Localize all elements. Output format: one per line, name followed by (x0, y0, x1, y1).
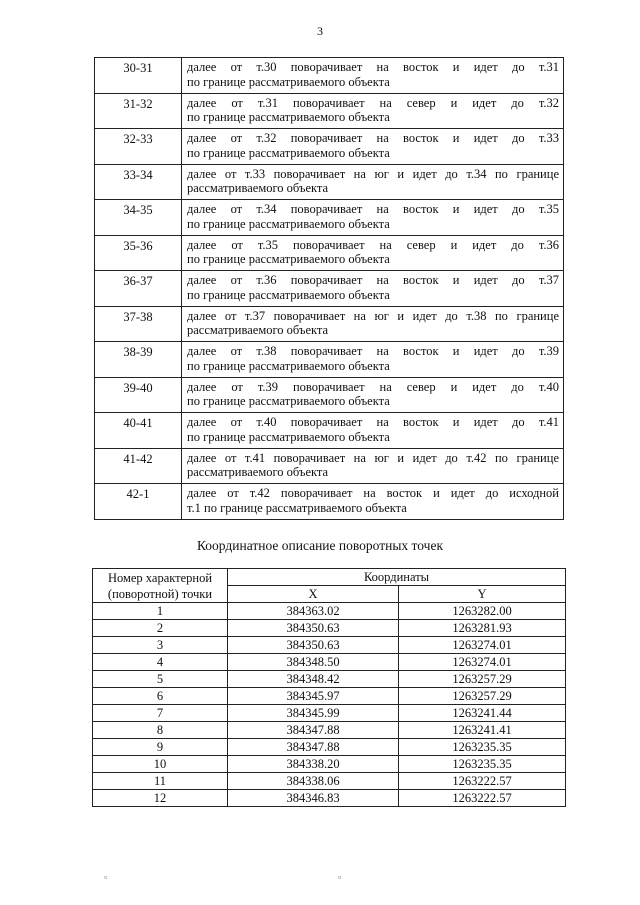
y-coordinate: 1263222.57 (399, 790, 566, 807)
point-number: 11 (93, 773, 228, 790)
description-line2: по границе рассматриваемого объекта (187, 110, 390, 124)
description-line2: т.1 по границе рассматриваемого объекта (187, 500, 407, 515)
table-row (93, 603, 566, 620)
point-number-header (93, 569, 228, 603)
description-line1: далее от т.32 поворачивает на восток и идет до т.33 (187, 131, 559, 145)
x-coordinate: 384350.63 (228, 637, 399, 654)
description-line2: рассматриваемого объекта (187, 181, 329, 195)
description-line1: далее от т.41 поворачивает на юг и идет до т.42 по границе (187, 450, 559, 465)
description-line2: по границе рассматриваемого объекта (187, 216, 390, 231)
table-row (93, 620, 566, 637)
point-header-line1: Номер характерной (107, 570, 213, 585)
point-number: 6 (93, 688, 228, 705)
y-coordinate: 1263257.29 (399, 688, 566, 705)
y-coordinate: 1263274.01 (399, 637, 566, 654)
y-coordinate: 1263281.93 (399, 620, 566, 637)
table-row (95, 448, 564, 484)
point-number: 7 (93, 705, 228, 722)
x-coordinate: 384345.99 (228, 705, 399, 722)
description-line2: рассматриваемого объекта (187, 323, 329, 337)
table-row (93, 637, 566, 654)
segment-label: 31-32 (95, 93, 182, 129)
segment-description (182, 448, 564, 484)
segment-description (182, 271, 564, 307)
description-line1: далее от т.38 поворачивает на восток и идет до т.39 (187, 344, 559, 358)
table-row (95, 235, 564, 271)
x-coordinate: 384350.63 (228, 620, 399, 637)
point-number: 8 (93, 722, 228, 739)
footer-mark-left: ▫ (104, 872, 108, 882)
table-row (95, 484, 564, 520)
x-coordinate: 384346.83 (228, 790, 399, 807)
segment-description (182, 235, 564, 271)
table-row (93, 688, 566, 705)
point-number: 10 (93, 756, 228, 773)
table-row (95, 93, 564, 129)
description-line1: далее от т.42 поворачивает на восток и идет до исходной (187, 486, 559, 500)
description-line1: далее от т.36 поворачивает на восток и идет до т.37 (187, 273, 559, 287)
table-row (95, 129, 564, 165)
x-coordinate: 384347.88 (228, 739, 399, 756)
segment-label: 36-37 (95, 271, 182, 307)
description-line2: по границе рассматриваемого объекта (187, 287, 390, 302)
table-row (93, 671, 566, 688)
segment-description (182, 306, 564, 342)
description-line2: по границе рассматриваемого объекта (187, 394, 390, 408)
point-number: 5 (93, 671, 228, 688)
segment-description (182, 413, 564, 449)
segment-label: 37-38 (95, 306, 182, 342)
segment-label: 42-1 (95, 484, 182, 520)
x-coordinate: 384338.20 (228, 756, 399, 773)
description-line2: рассматриваемого объекта (187, 465, 329, 479)
table-row (93, 722, 566, 739)
coordinates-title: Координатное описание поворотных точек (196, 538, 444, 553)
point-number: 3 (93, 637, 228, 654)
coordinates-table (92, 568, 566, 807)
boundary-description-table (94, 57, 564, 520)
description-line1: далее от т.40 поворачивает на восток и идет до т.41 (187, 415, 559, 429)
segment-description (182, 93, 564, 129)
table-row (95, 164, 564, 200)
segment-description (182, 200, 564, 236)
segment-description (182, 484, 564, 520)
point-number: 12 (93, 790, 228, 807)
segment-label: 38-39 (95, 342, 182, 378)
table-row (95, 377, 564, 413)
point-number: 2 (93, 620, 228, 637)
segment-label: 40-41 (95, 413, 182, 449)
segment-label: 32-33 (95, 129, 182, 165)
segment-description (182, 164, 564, 200)
segment-label: 35-36 (95, 235, 182, 271)
description-line1: далее от т.30 поворачивает на восток и идет до т.31 (187, 60, 559, 74)
segment-description (182, 342, 564, 378)
segment-label: 34-35 (95, 200, 182, 236)
description-line1: далее от т.33 поворачивает на юг и идет до т.34 по границе (187, 166, 559, 181)
segment-description (182, 129, 564, 165)
x-coordinate: 384348.42 (228, 671, 399, 688)
page-number: 3 (317, 24, 323, 38)
y-coordinate: 1263241.41 (399, 722, 566, 739)
point-number: 9 (93, 739, 228, 756)
y-coordinate: 1263257.29 (399, 671, 566, 688)
x-coordinate: 384348.50 (228, 654, 399, 671)
y-coordinate: 1263235.35 (399, 739, 566, 756)
point-header-line2: (поворотной) точки (107, 586, 213, 601)
segment-label: 39-40 (95, 377, 182, 413)
table-row (93, 773, 566, 790)
y-coordinate: 1263282.00 (399, 603, 566, 620)
table-row (95, 306, 564, 342)
table-row (93, 756, 566, 773)
y-coordinate: 1263235.35 (399, 756, 566, 773)
description-line1: далее от т.37 поворачивает на юг и идет до т.38 по границе (187, 308, 559, 323)
y-header: Y (399, 586, 566, 603)
coordinates-header: Координаты (228, 569, 566, 586)
y-coordinate: 1263274.01 (399, 654, 566, 671)
footer-mark-center: ▫ (338, 872, 342, 882)
point-number: 4 (93, 654, 228, 671)
point-number: 1 (93, 603, 228, 620)
y-coordinate: 1263222.57 (399, 773, 566, 790)
table-row (95, 413, 564, 449)
segment-label: 33-34 (95, 164, 182, 200)
x-coordinate: 384338.06 (228, 773, 399, 790)
description-line2: по границе рассматриваемого объекта (187, 429, 390, 444)
description-line2: по границе рассматриваемого объекта (187, 358, 390, 373)
table-row (95, 58, 564, 94)
y-coordinate: 1263241.44 (399, 705, 566, 722)
table-row (93, 739, 566, 756)
table-row (95, 200, 564, 236)
table-row (93, 790, 566, 807)
x-header: X (228, 586, 399, 603)
table-row (93, 705, 566, 722)
description-line1: далее от т.39 поворачивает на север и идет до т.40 (187, 379, 559, 394)
description-line1: далее от т.35 поворачивает на север и идет до т.36 (187, 237, 559, 252)
table-row (95, 342, 564, 378)
description-line2: по границе рассматриваемого объекта (187, 252, 390, 266)
description-line1: далее от т.31 поворачивает на север и идет до т.32 (187, 95, 559, 110)
table-row (95, 271, 564, 307)
description-line1: далее от т.34 поворачивает на восток и идет до т.35 (187, 202, 559, 216)
segment-label: 41-42 (95, 448, 182, 484)
x-coordinate: 384345.97 (228, 688, 399, 705)
x-coordinate: 384363.02 (228, 603, 399, 620)
description-line2: по границе рассматриваемого объекта (187, 145, 390, 160)
segment-description (182, 377, 564, 413)
table-row (93, 654, 566, 671)
description-line2: по границе рассматриваемого объекта (187, 74, 390, 89)
x-coordinate: 384347.88 (228, 722, 399, 739)
segment-label: 30-31 (95, 58, 182, 94)
segment-description (182, 58, 564, 94)
